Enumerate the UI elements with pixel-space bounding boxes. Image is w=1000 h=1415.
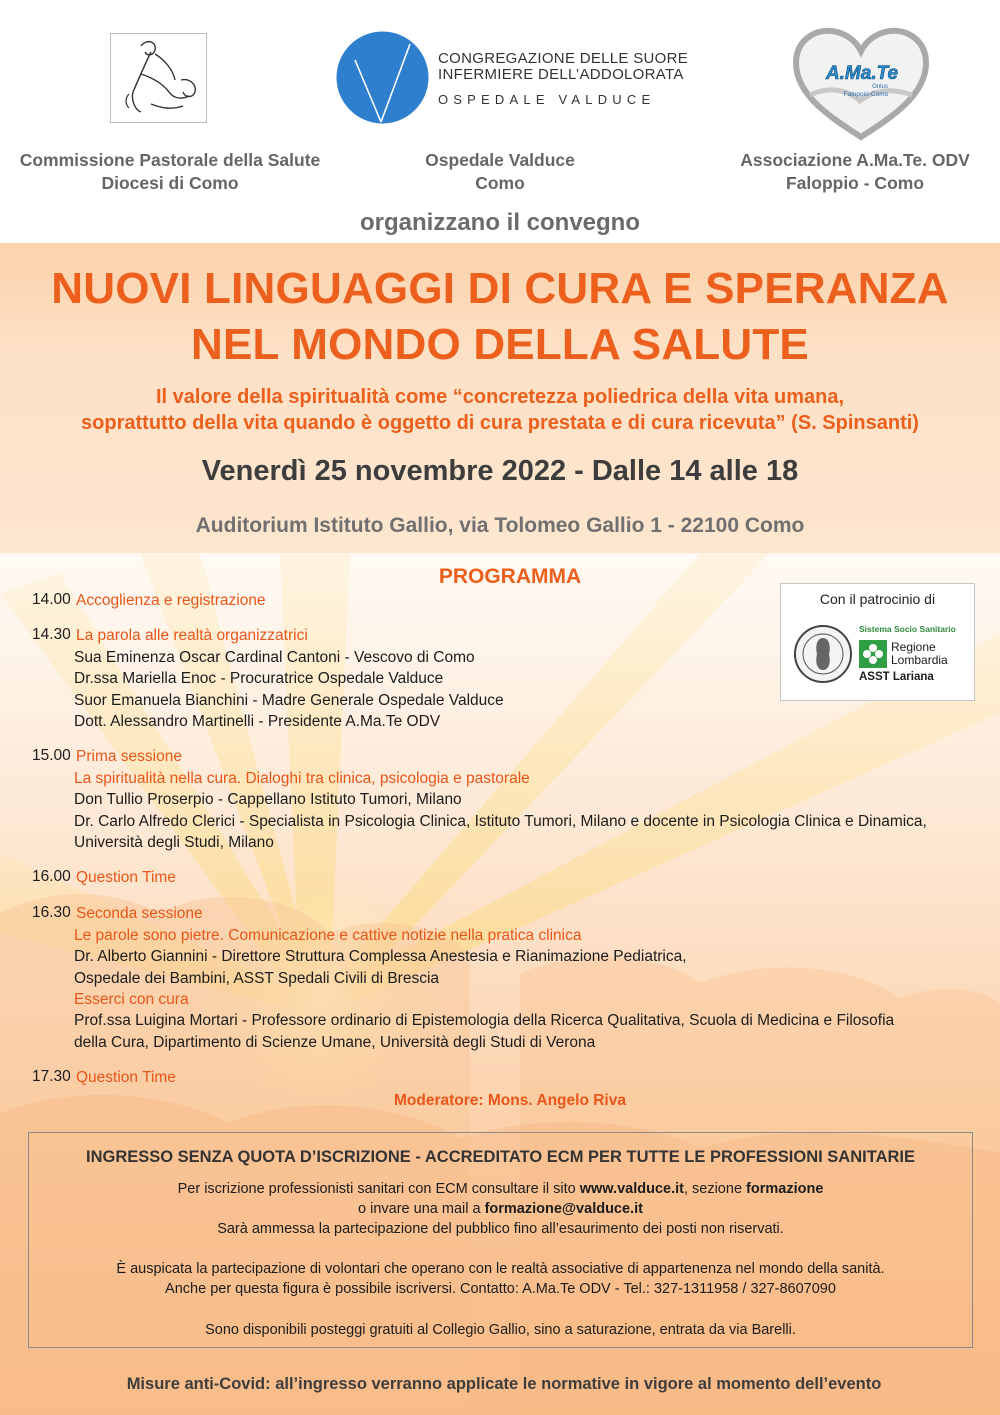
- patronage-box: [780, 583, 975, 701]
- amate-logo-place: Faloppio-Como: [843, 91, 889, 98]
- session-title: Seconda sessione: [76, 905, 203, 922]
- ospedale-valduce-logo: [335, 30, 430, 125]
- patronage-label: Con il patrocinio di: [819, 591, 936, 607]
- speaker-line: Prof.ssa Luigina Mortari - Professore ordinario di Epistemologia della Ricerca Qualitativa, Scuola di Medicina e Filosofia: [74, 1012, 895, 1029]
- text-segment: Per iscrizione professionisti sanitari con ECM consultare il sito: [177, 1181, 580, 1197]
- speaker-line: Suor Emanuela Bianchini - Madre Generale Ospedale Valduce: [74, 692, 504, 709]
- speaker-line: Don Tullio Proserpio - Cappellano Istituto Tumori, Milano: [74, 791, 462, 808]
- session-title: Question Time: [76, 869, 176, 886]
- organizer-place: Como: [475, 173, 525, 193]
- speaker-line: della Cura, Dipartimento di Scienze Umane, Università degli Studi di Verona: [74, 1034, 596, 1051]
- speaker-line: Dr. Carlo Alfredo Clerici - Specialista in Psicologia Clinica, Istituto Tumori, Milano e docente in Psicologia Clinica e Dinamica,: [74, 813, 927, 830]
- contact-line: Anche per questa figura è possibile iscriversi. Contatto: A.Ma.Te ODV - Tel.: 327-1311958 / 327-8607090: [165, 1281, 836, 1297]
- speaker-line: Dr.ssa Mariella Enoc - Procuratrice Ospedale Valduce: [74, 670, 444, 687]
- organizer-name: Ospedale Valduce: [425, 150, 575, 170]
- programme-heading: PROGRAMMA: [438, 565, 582, 588]
- speaker-line: Ospedale dei Bambini, ASST Spedali Civili di Brescia: [74, 970, 440, 987]
- session-time: 15.00: [32, 747, 71, 764]
- congregation-name-line2: INFERMIERE DELL’ADDOLORATA: [438, 66, 684, 83]
- organizer-name: Commissione Pastorale della Salute: [19, 150, 321, 170]
- session-time: 14.30: [32, 626, 71, 643]
- registration-info-box: [28, 1132, 973, 1348]
- hospital-name: OSPEDALE VALDUCE: [438, 92, 656, 107]
- lombardy-rose-icon: [859, 640, 887, 668]
- session-time: 16.30: [32, 904, 71, 921]
- organizer-place: Faloppio - Como: [785, 173, 925, 193]
- region-name-line1: Regione: [891, 640, 936, 654]
- volunteers-line: È auspicata la partecipazione di volontari che operano con le realtà associative di appartenenza nel mondo della sanità.: [116, 1261, 885, 1277]
- session-time: 17.30: [32, 1068, 71, 1085]
- organizer-place: Diocesi di Como: [101, 173, 239, 193]
- session-time: 16.00: [32, 868, 71, 885]
- asst-name: ASST Lariana: [859, 671, 934, 683]
- public-admission-line: Sarà ammessa la partecipazione del pubblico fino all’esaurimento dei posti non riservati.: [217, 1221, 784, 1237]
- pastoral-commission-logo: [110, 33, 207, 123]
- session-topic: Le parole sono pietre. Comunicazione e cattive notizie nella pratica clinica: [74, 927, 582, 944]
- event-date: Venerdì 25 novembre 2022 - Dalle 14 alle 18: [201, 455, 799, 487]
- email-link[interactable]: formazione@valduce.it: [484, 1201, 643, 1217]
- session-title: La parola alle realtà organizzatrici: [76, 627, 308, 644]
- heart-hands-icon: [790, 25, 932, 143]
- organizer-pastoral-commission: [0, 149, 340, 195]
- valduce-circle-icon: [335, 30, 430, 125]
- region-name-line2: Lombardia: [891, 653, 948, 667]
- congregation-name-line1: CONGREGAZIONE DELLE SUORE: [438, 50, 689, 67]
- session-title: Question Time: [76, 1069, 176, 1086]
- text-segment: o invare una mail a: [358, 1201, 485, 1217]
- session-title: Prima sessione: [76, 748, 182, 765]
- event-title-line2: NEL MONDO DELLA SALUTE: [191, 320, 809, 369]
- session-title: Accoglienza e registrazione: [76, 592, 266, 609]
- caregiver-figures-icon: [111, 34, 206, 122]
- event-venue: Auditorium Istituto Gallio, via Tolomeo Gallio 1 - 22100 Como: [195, 514, 805, 537]
- registration-heading: INGRESSO SENZA QUOTA D’ISCRIZIONE - ACCREDITATO ECM PER TUTTE LE PROFESSIONI SANITARIE: [85, 1148, 915, 1166]
- amate-logo-name: A.Ma.Te: [825, 63, 899, 84]
- event-subtitle-line1: Il valore della spiritualità come “concretezza poliedrica della vita umana,: [155, 386, 845, 408]
- moderator: Moderatore: Mons. Angelo Riva: [394, 1092, 626, 1109]
- text-segment: , sezione: [683, 1181, 747, 1197]
- email-line: [29, 1201, 972, 1217]
- speaker-line: Università degli Studi, Milano: [74, 834, 274, 851]
- website-link[interactable]: www.valduce.it: [579, 1181, 684, 1197]
- covid-notice: Misure anti-Covid: all’ingresso verranno applicate le normative in vigore al momento dell’evento: [126, 1375, 882, 1393]
- organizer-name: Associazione A.Ma.Te. ODV: [740, 150, 970, 170]
- session-topic: Esserci con cura: [74, 991, 189, 1008]
- amate-logo-onlus: Onlus: [872, 84, 888, 90]
- speaker-line: Dr. Alberto Giannini - Direttore Struttura Complessa Anestesia e Rianimazione Pediatrica,: [74, 948, 687, 965]
- event-subtitle-line2: soprattutto della vita quando è oggetto di cura prestata e di cura ricevuta” (S. Spinsanti): [81, 412, 919, 434]
- organizer-amate-association: [700, 149, 1000, 195]
- ecm-registration-line: [29, 1181, 972, 1197]
- session-topic: La spiritualità nella cura. Dialoghi tra clinica, psicologia e pastorale: [74, 770, 530, 787]
- socio-sanitario-label: Sistema Socio Sanitario: [859, 624, 956, 634]
- organizer-ospedale-valduce: [380, 149, 620, 195]
- amate-association-logo: [790, 25, 932, 143]
- speaker-line: Dott. Alessandro Martinelli - Presidente A.Ma.Te ODV: [74, 713, 441, 730]
- parking-line: Sono disponibili posteggi gratuiti al Collegio Gallio, sino a saturazione, entrata da via Barelli.: [205, 1322, 796, 1338]
- diocese-seal-icon: [793, 624, 853, 684]
- session-time: 14.00: [32, 591, 71, 608]
- speaker-line: Sua Eminenza Oscar Cardinal Cantoni - Vescovo di Como: [74, 649, 475, 666]
- event-title-line1: NUOVI LINGUAGGI DI CURA E SPERANZA: [51, 264, 949, 313]
- section-name: formazione: [746, 1181, 824, 1197]
- organize-heading: organizzano il convegno: [359, 209, 641, 236]
